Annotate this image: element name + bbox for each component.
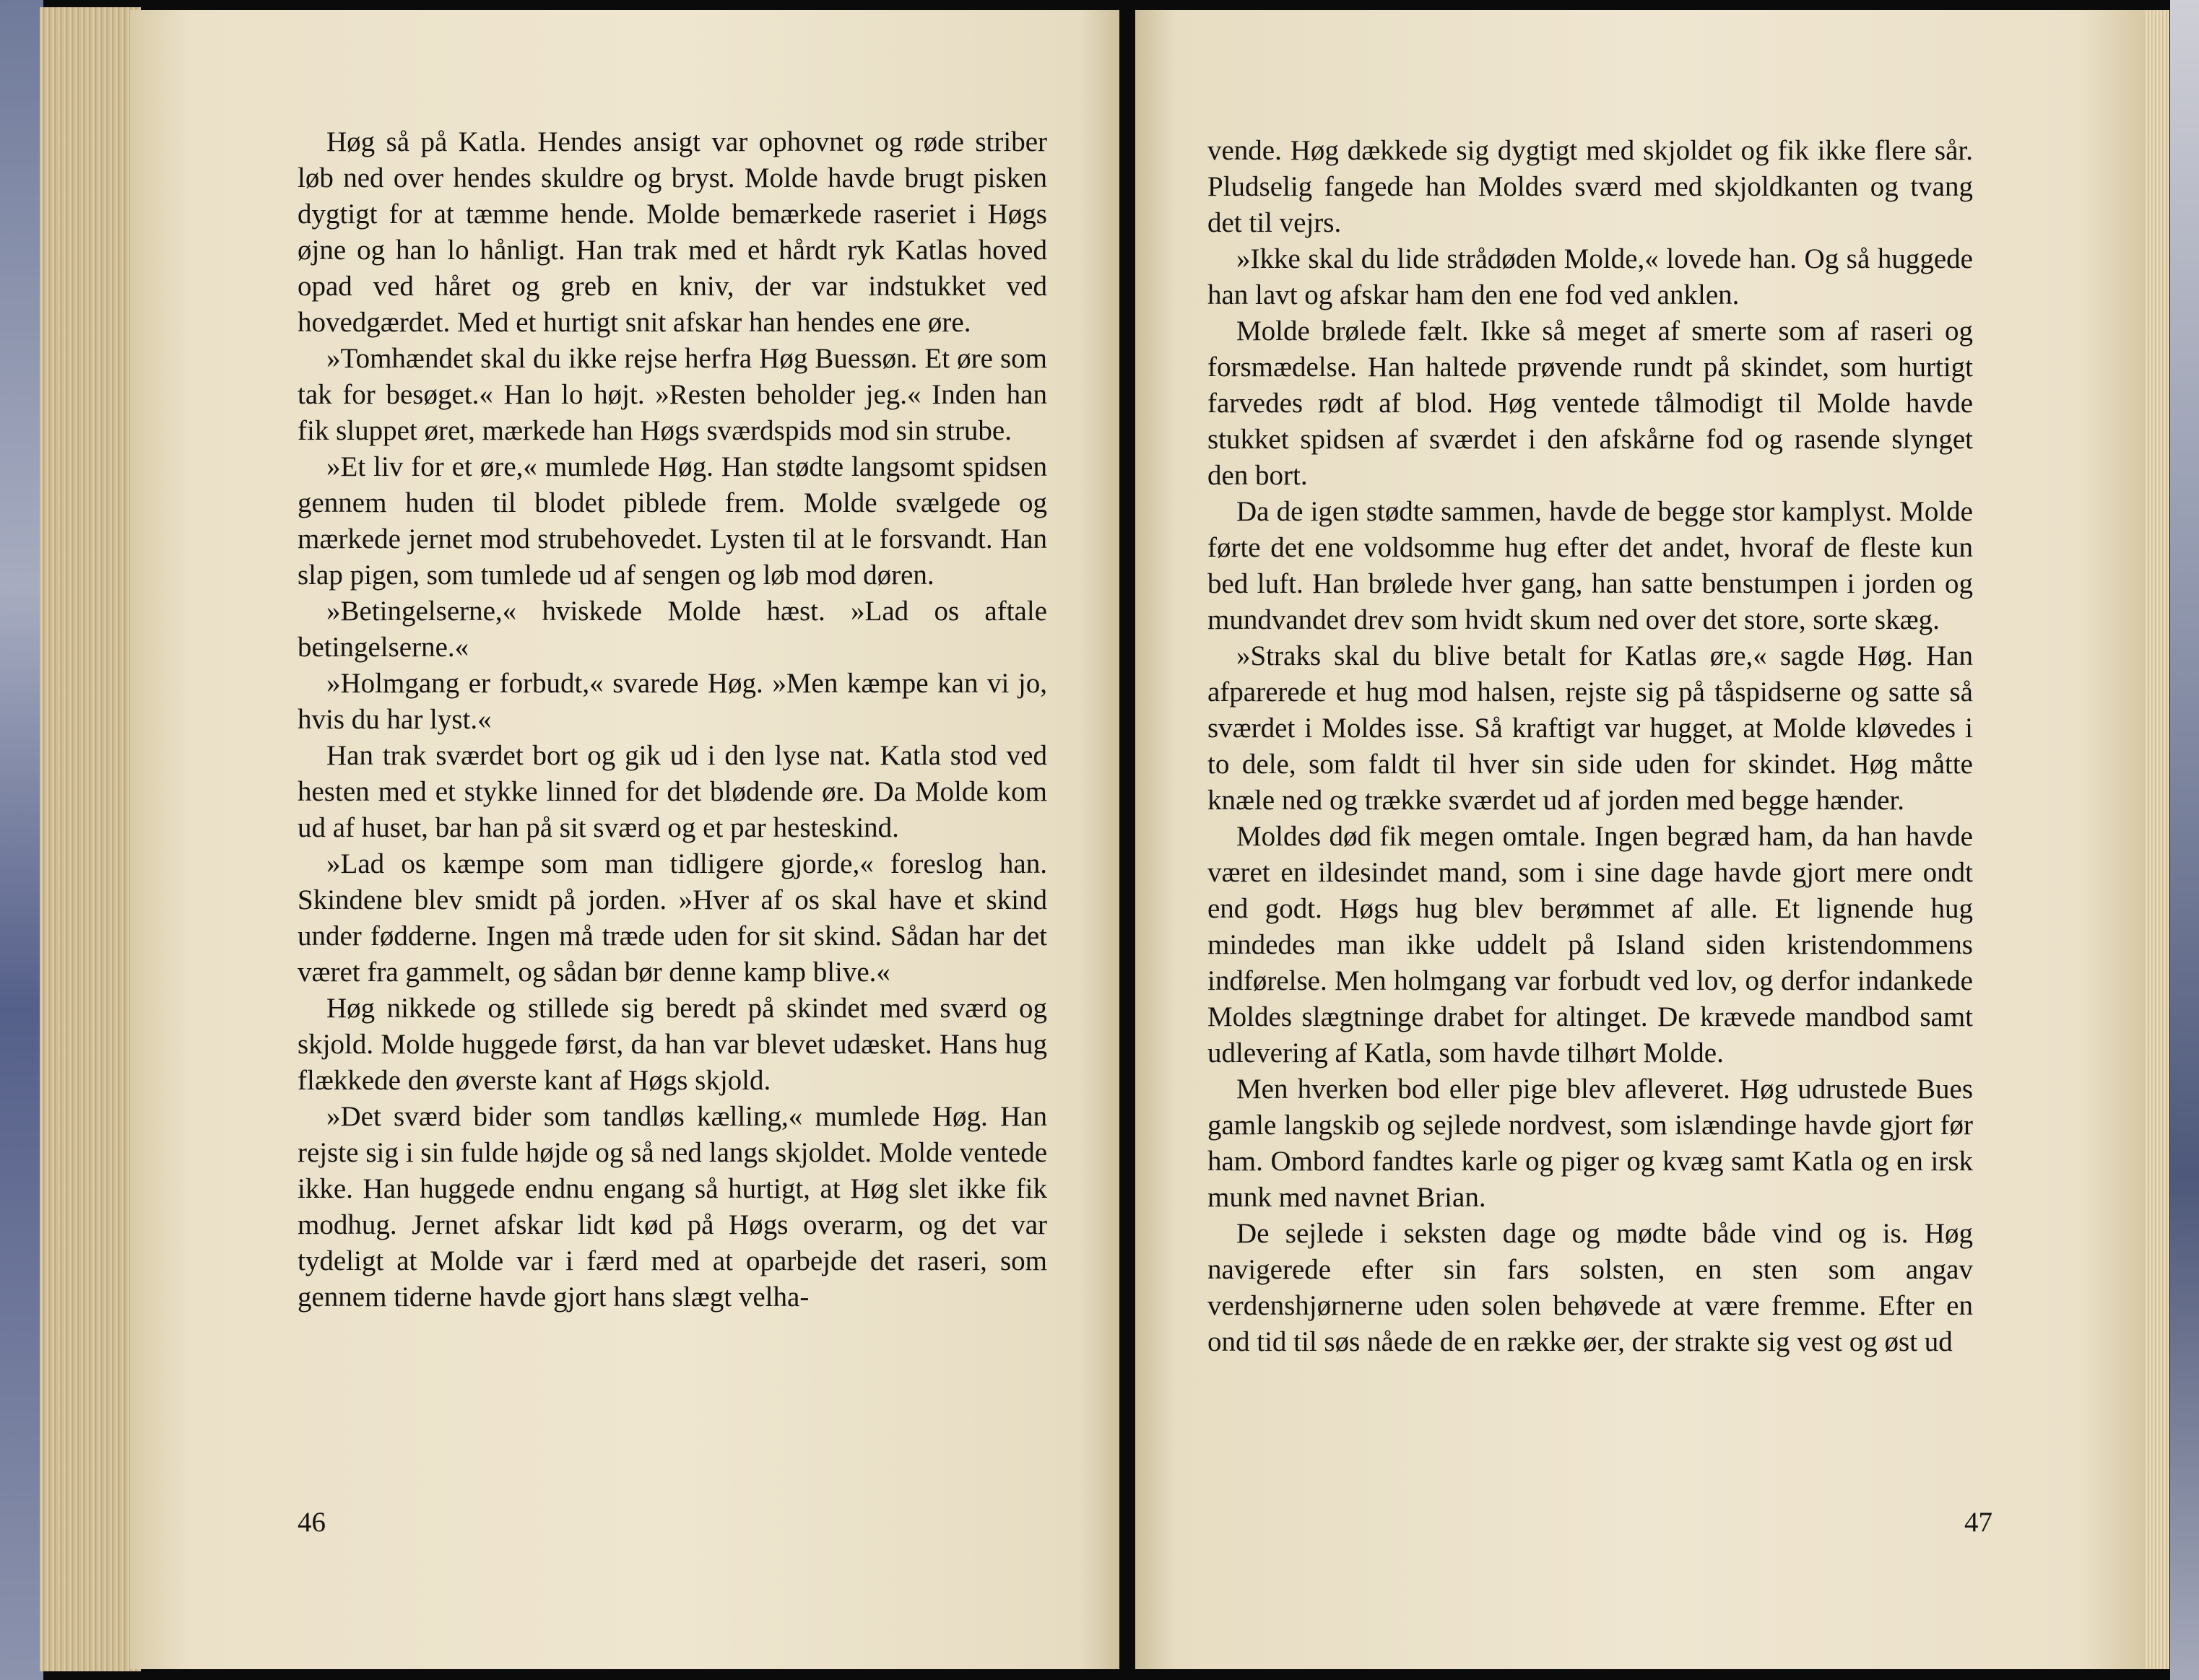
paragraph: »Det sværd bider som tandløs kælling,« mumlede Høg. Han rejste sig i sin fulde højde og så ned langs skjoldet. Molde ventede ikke. Han huggede endnu engang så hurtigt, at Høg slet ikke fik modhug. Jernet afskar lidt kød på Høgs overarm, og det var tydeligt at Molde var i færd med at oparbejde det raseri, som gennem tiderne havde gjort hans slægt velha- (298, 1101, 1047, 1313)
page-stack-edge-right (2145, 10, 2169, 1669)
paragraph: »Straks skal du blive betalt for Katlas øre,« sagde Høg. Han afparerede et hug mod halsen, rejste sig på tåspidserne og satte så sværdet i Moldes isse. Så kraftigt var hugget, at Molde kløvedes i to dele, som faldt til hver sin side uden for skindet. Høg måtte knæle ned og trække sværdet ud af jorden med begge hænder. (1207, 640, 1973, 816)
paragraph: Da de igen stødte sammen, havde de begge stor kamplyst. Molde førte det ene voldsomme hug efter det andet, hvoraf de fleste kun bed luft. Han brølede hver gang, han satte benstumpen i jorden og mundvandet drev som hvidt skum ned over det store, sorte skæg. (1207, 496, 1973, 635)
paragraph: »Et liv for et øre,« mumlede Høg. Han stødte langsomt spidsen gennem huden til blodet piblede frem. Molde svælgede og mærkede jernet mod strubehovedet. Lysten til at le forsvandt. Han slap pigen, som tumlede ud af sengen og løb mod døren. (298, 451, 1047, 591)
paragraph: »Tomhændet skal du ikke rejse herfra Høg Buessøn. Et øre som tak for besøget.« Han lo højt. »Resten beholder jeg.« Inden han fik sluppet øret, mærkede han Høgs sværdspids mod sin strube. (298, 343, 1047, 446)
paragraph: Høg nikkede og stillede sig beredt på skindet med sværd og skjold. Molde huggede først, da han var blevet udæsket. Hans hug flækkede den øverste kant af Høgs skjold. (298, 993, 1047, 1096)
paragraph: Molde brølede fælt. Ikke så meget af smerte som af raseri og forsmædelse. Han haltede prøvende rundt på skindet, som hurtigt farvedes rødt af blod. Høg ventede tålmodigt til Molde havde stukket spidsen af sværdet i den afskårne fod og rasende slynget den bort. (1207, 315, 1973, 491)
paragraph: Men hverken bod eller pige blev afleveret. Høg udrustede Bues gamle langskib og sejlede nordvest, som islændinge havde gjort før ham. Ombord fandtes karle og piger og kvæg samt Katla og en irsk munk med navnet Brian. (1207, 1074, 1973, 1213)
right-page-text (1207, 133, 1973, 1360)
background-right (2170, 0, 2199, 1680)
paragraph: »Lad os kæmpe som man tidligere gjorde,« foreslog han. Skindene blev smidt på jorden. »Hver af os skal have et skind under fødderne. Ingen må træde uden for sit skind. Sådan har det været fra gammelt, og sådan bør denne kamp blive.« (298, 848, 1047, 988)
paragraph: Han trak sværdet bort og gik ud i den lyse nat. Katla stod ved hesten med et stykke linned for det blødende øre. Da Molde kom ud af huset, bar han på sit sværd og et par hesteskind. (298, 740, 1047, 843)
paragraph: »Holmgang er forbudt,« svarede Høg. »Men kæmpe kan vi jo, hvis du har lyst.« (298, 668, 1047, 735)
right-page (1135, 10, 2161, 1669)
left-page-text (298, 124, 1047, 1315)
left-page (130, 10, 1119, 1669)
page-stack-edge (40, 7, 141, 1671)
page-number: 46 (298, 1507, 326, 1538)
page-number: 47 (1964, 1507, 1992, 1538)
paragraph: »Betingelserne,« hviskede Molde hæst. »Lad os aftale betingelserne.« (298, 596, 1047, 663)
paragraph: »Ikke skal du lide strådøden Molde,« lovede han. Og så huggede han lavt og afskar ham den ene fod ved anklen. (1207, 243, 1973, 310)
background-left (0, 0, 43, 1680)
paragraph: Moldes død fik megen omtale. Ingen begræd ham, da han havde været en ildesindet mand, som i sine dage havde gjort mere ondt end godt. Høgs hug blev berømmet af alle. Et lignende hug mindedes man ikke uddelt på Island siden kristendommens indførelse. Men holmgang var forbudt ved lov, og derfor indankede Moldes slægtninge drabet for altinget. De krævede mandbod samt udlevering af Katla, som havde tilhørt Molde. (1207, 821, 1973, 1069)
paragraph: Høg så på Katla. Hendes ansigt var ophovnet og røde striber løb ned over hendes skuldre og bryst. Molde havde brugt pisken dygtigt for at tæmme hende. Molde bemærkede raseriet i Høgs øjne og han lo hånligt. Han trak med et hårdt ryk Katlas hoved opad ved håret og greb en kniv, der var indstukket ved hovedgærdet. Med et hurtigt snit afskar han hendes ene øre. (298, 126, 1047, 338)
paragraph-continuation: vende. Høg dækkede sig dygtigt med skjoldet og fik ikke flere sår. Pludselig fangede han Moldes sværd med skjoldkanten og tvang det til vejrs. (1207, 135, 1973, 238)
paragraph: De sejlede i seksten dage og mødte både vind og is. Høg navigerede efter sin fars solsten, en sten som angav verdenshjørnerne uden solen behøvede at være fremme. Efter en ond tid til søs nåede de en række øer, der strakte sig vest og øst ud (1207, 1218, 1973, 1357)
